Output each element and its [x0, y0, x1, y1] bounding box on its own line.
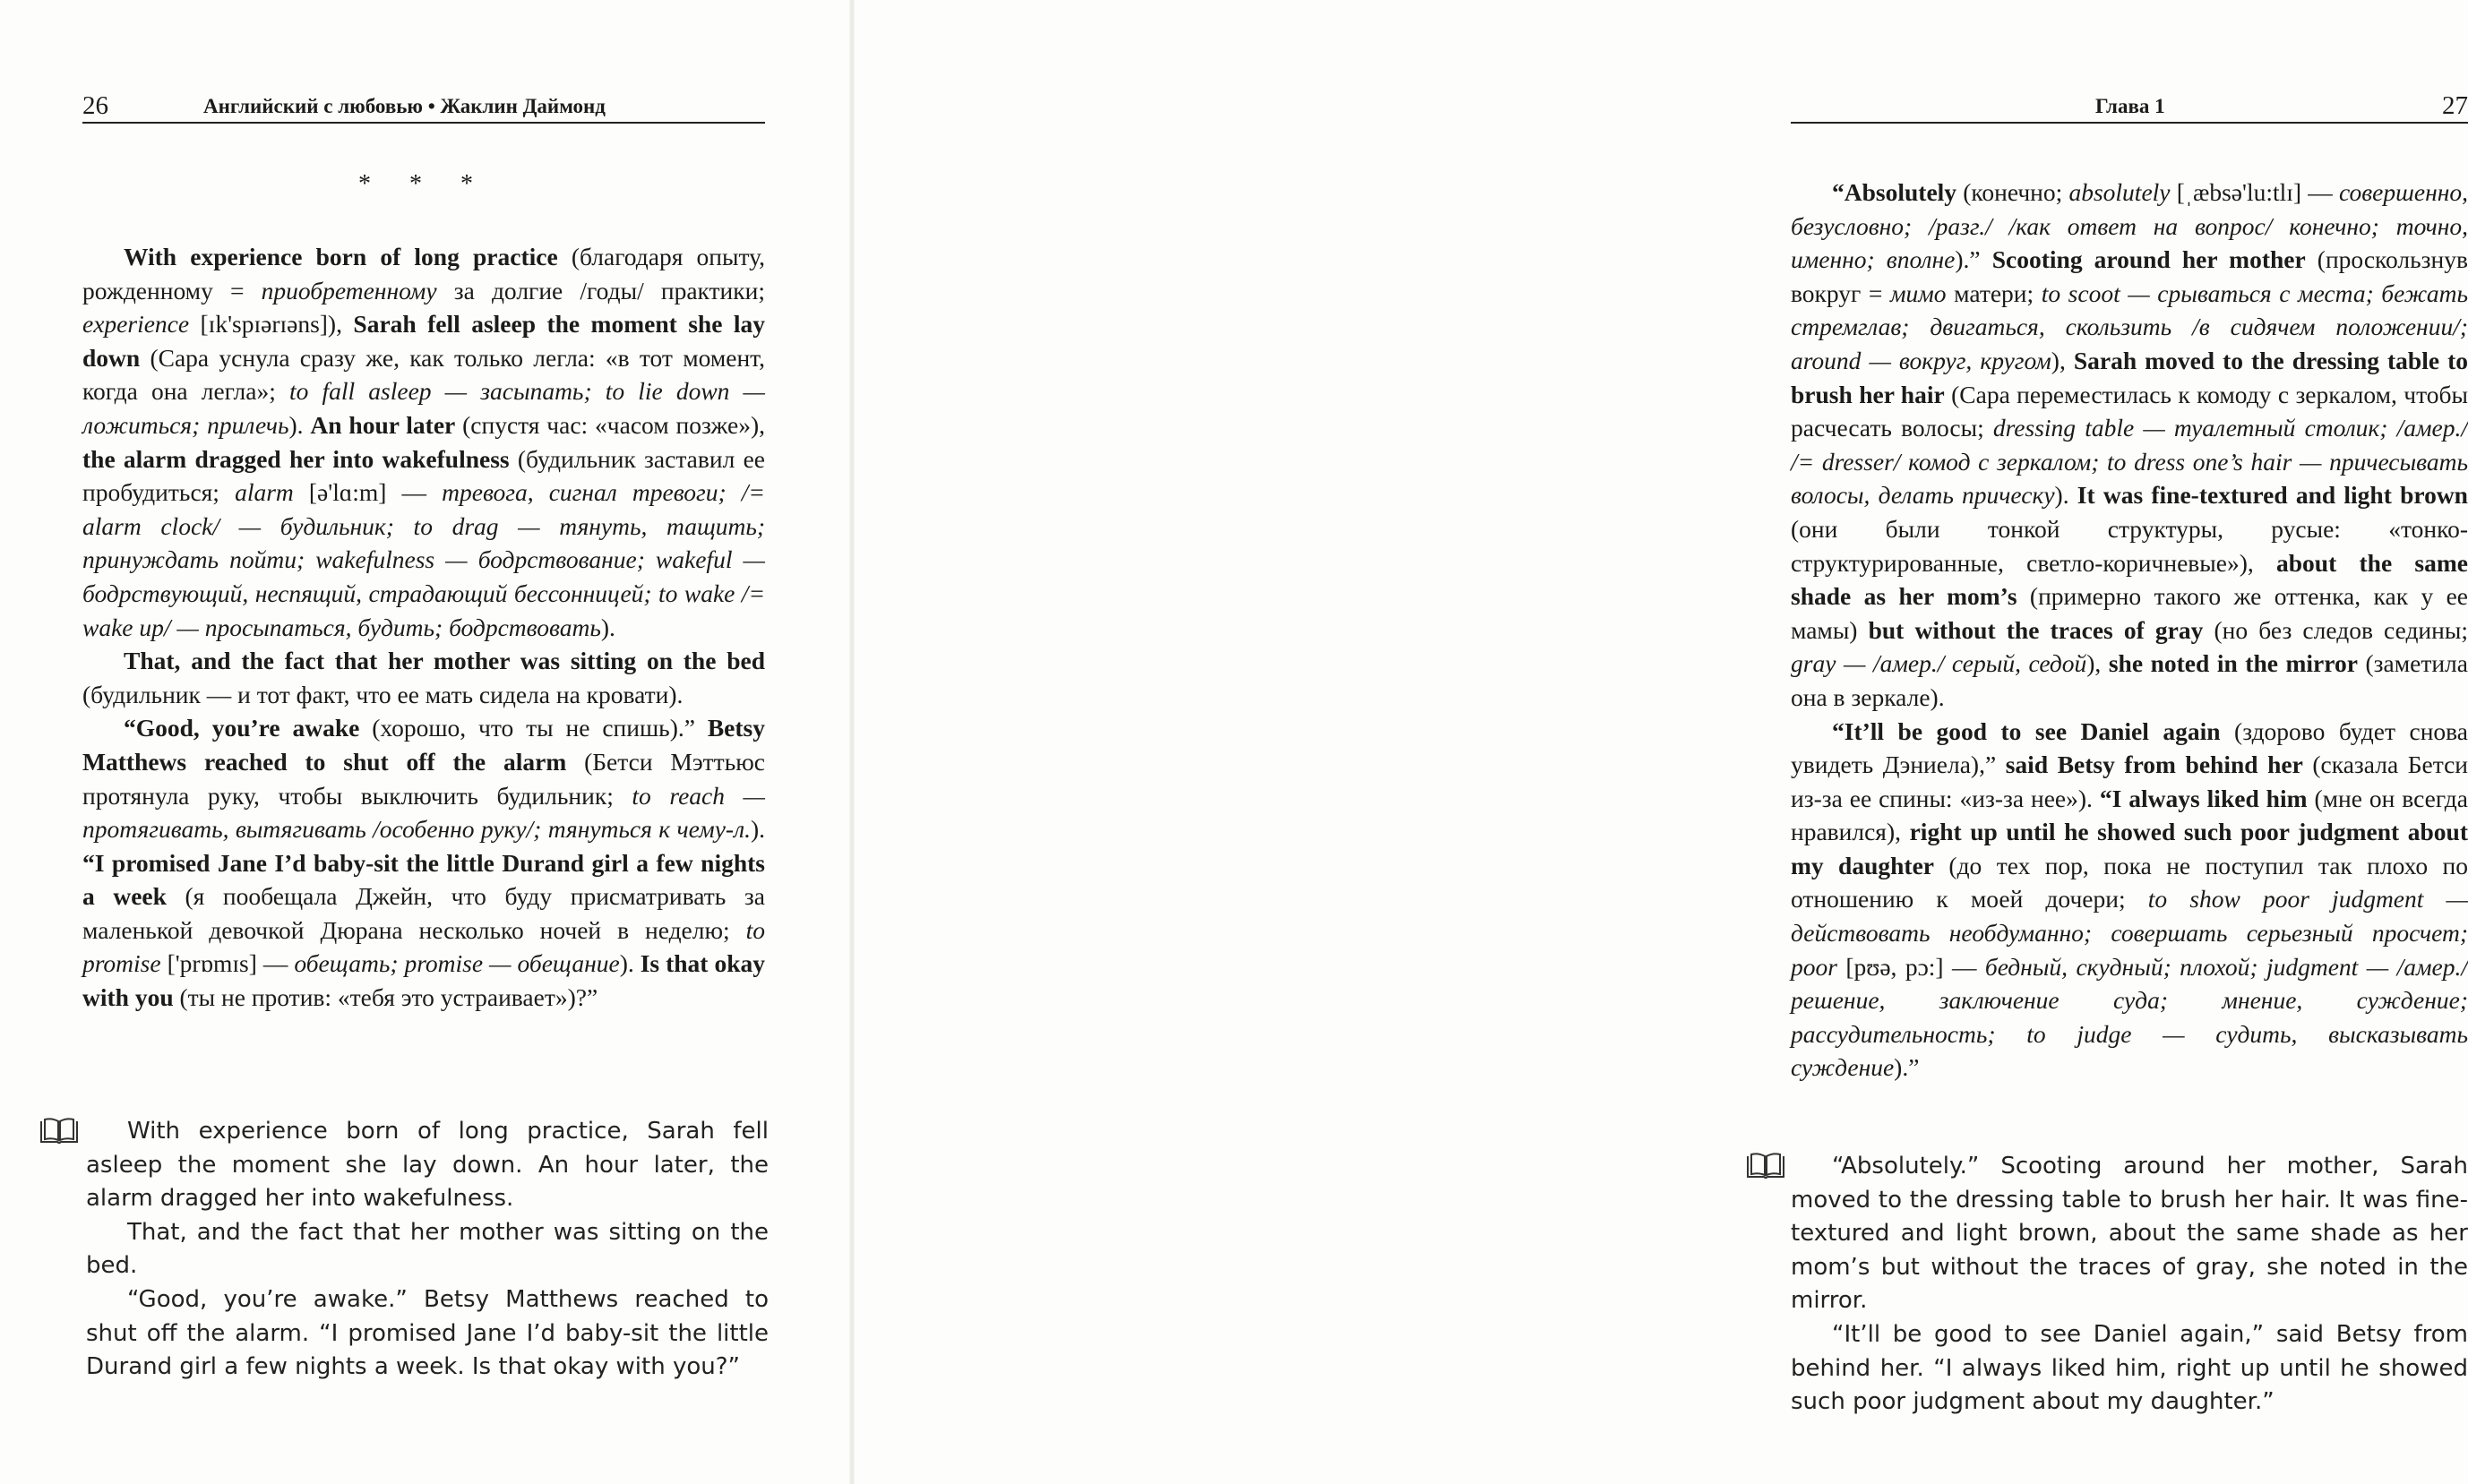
annotated-paragraph: That, and the fact that her mother was sitting on the bed (будильник — и тот факт, что ее мать сидела на кровати).: [82, 647, 765, 708]
left-english-text: [86, 1115, 769, 1385]
left-annotated-text: [82, 240, 765, 1015]
annotated-paragraph: “Absolutely (конечно; absolutely [ˌæbsə'lu:tlɪ] — совершенно, безусловно; /разг./ /как ответ на вопрос/ конечно; точно, именно; вполне).” Scooting around her mother (проскользнув вокруг = мимо матери; to scoot — срываться с места; бежать стремглав; двигаться, скользить /в сидячем положении/; around — вокруг, кругом), Sarah moved to the dressing table to brush her hair (Сара переместилась к комоду с зеркалом, чтобы расчесать волосы; dressing table — туалетный столик; /амер./ /= dresser/ комод с зеркалом; to dress one’s hair — причесывать волосы, делать прическу). It was fine-textured and light brown (они были тонкой структуры, русые: «тонко-структурированные, светло-коричневые»), about the same shade as her mom’s (примерно такого же оттенка, как у ее мамы) but without the traces of gray (но без следов седины; gray — /амер./ серый, седой), she noted in the mirror (заметила она в зеркале).: [1791, 178, 2468, 711]
english-paragraph: “Good, you’re awake.” Betsy Matthews reached to shut off the alarm. “I promised Jane I’d baby-sit the little Durand girl a few nights a week. Is that okay with you?”: [86, 1285, 769, 1381]
open-book-icon: [1746, 1153, 1785, 1179]
left-page-number: 26: [82, 91, 108, 120]
right-annotated-text: [1791, 176, 2468, 1085]
annotated-paragraph: “Good, you’re awake (хорошо, что ты не спишь).” Betsy Matthews reached to shut off the alarm (Бетси Мэттьюс протянула руку, чтобы выключить будильник; to reach — протягивать, вытягивать /особенно руку/; тянуться к чему-л.). “I promised Jane I’d baby-sit the little Durand girl a few nights a week (я пообещала Джейн, что буду присматривать за маленькой девочкой Дюрана несколько ночей в неделю; to promise ['prɒmɪs] — обещать; promise — обещание). Is that okay with you (ты не против: «тебя это устраивает»)?”: [82, 714, 766, 1012]
annotated-paragraph: “It’ll be good to see Daniel again (здорово будет снова увидеть Дэниела),” said Betsy from behind her (сказала Бетси из-за ее спины: «из-за нее»). “I always liked him (мне он всегда нравился), right up until he showed such poor judgment about my daughter (до тех пор, пока не поступил так плохо по отношению к моей дочери; to show poor judgment — действовать необдуманно; совершать серьезный просчет; poor [pʊə, pɔ:] — бедный, скудный; плохой; judgment — /амер./ решение, заключение суда; мнение, суждение; рассудительность; to judge — судить, высказывать суждение).”: [1791, 716, 2468, 1082]
annotated-paragraph: With experience born of long practice (благодаря опыту, рожденному = приобретенному за долгие /годы/ практики; experience [ɪk'spɪərɪəns]), Sarah fell asleep the moment she lay down (Сара уснула сразу же, как только легла: «в тот момент, когда она легла»; to fall asleep — засыпать; to lie down — ложиться; прилечь). An hour later (спустя час: «часом позже»), the alarm dragged her into wakefulness (будильник заставил ее пробудиться; alarm [ə'lɑ:m] — тревога, сигнал тревоги; /= alarm clock/ — будильник; to drag — тянуть, тащить; принуждать пойти; wakefulness — бодрствование; wakeful — бодрствующий, неспящий, страдающий бессонницей; to wake /= wake up/ — просыпаться, будить; бодрствовать).: [82, 243, 766, 641]
english-paragraph: “It’ll be good to see Daniel again,” said Betsy from behind her. “I always liked him, right up until he showed such poor judgment about my daughter.”: [1791, 1320, 2468, 1416]
left-running-head: Английский с любовью • Жаклин Даймонд: [203, 95, 606, 117]
right-page-number: 27: [2442, 91, 2468, 120]
english-paragraph: With experience born of long practice, Sarah fell asleep the moment she lay down. An hour later, the alarm dragged her into wakefulness.: [86, 1118, 769, 1213]
right-running-head: Глава 1: [2095, 95, 2165, 117]
english-paragraph: “Absolutely.” Scooting around her mother, Sarah moved to the dressing table to brush her hair. It was fine-textured and light brown, about the same shade as her mom’s but without the traces of gray, she noted in the mirror.: [1791, 1153, 2468, 1315]
english-paragraph: That, and the fact that her mother was sitting on the bed.: [86, 1218, 769, 1280]
section-break: * * *: [358, 170, 489, 198]
open-book-icon: [39, 1118, 79, 1145]
right-english-text: [1791, 1150, 2468, 1420]
left-page: [0, 0, 852, 1484]
right-page: [852, 0, 2468, 1484]
left-page-header: [82, 86, 765, 124]
right-page-header: [1791, 86, 2468, 124]
